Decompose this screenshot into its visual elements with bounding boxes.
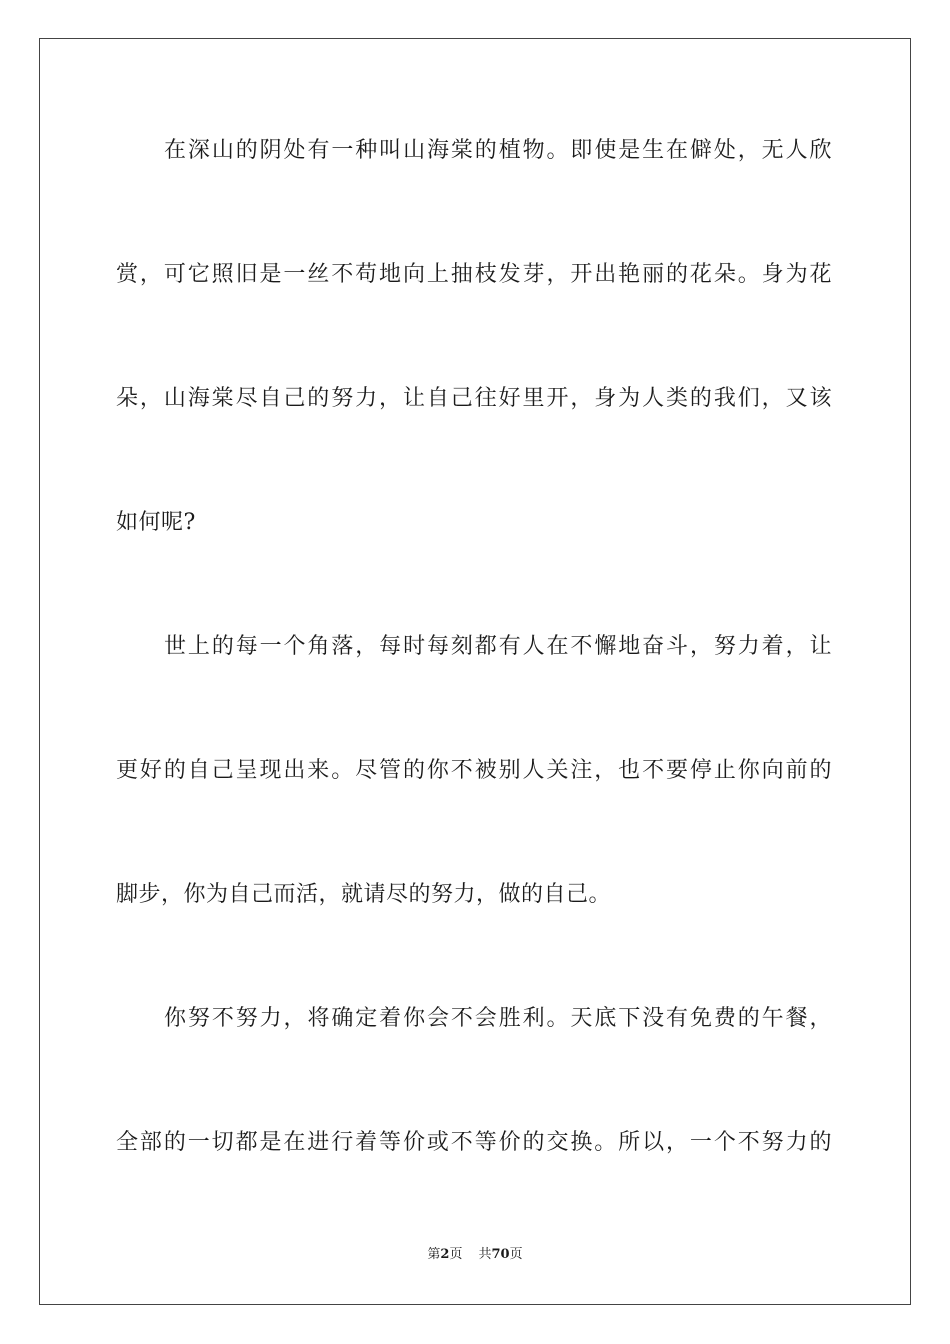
paragraph-line: 如何呢? [116,510,196,535]
paragraph-line: 世上的每一个角落，每时每刻都有人在不懈地奋斗，努力着，让 [164,634,832,659]
paragraph-line: 全部的一切都是在进行着等价或不等价的交换。所以，一个不努力的 [116,1130,832,1155]
page-footer [0,1246,950,1264]
page-prefix: 第 [427,1247,441,1262]
paragraph-line: 更好的自己呈现出来。尽管的你不被别人关注，也不要停止你向前的 [116,758,832,783]
total-suffix: 页 [509,1247,523,1262]
page-number: 2 [440,1247,450,1262]
paragraph-line: 你努不努力，将确定着你会不会胜利。天底下没有免费的午餐， [164,1006,832,1031]
total-pages: 70 [491,1247,510,1262]
paragraph-line: 朵，山海棠尽自己的努力，让自己往好里开，身为人类的我们，又该 [116,386,832,411]
page-frame [39,38,911,1305]
total-prefix: 共 [478,1247,492,1262]
paragraph-line: 在深山的阴处有一种叫山海棠的植物。即使是生在僻处，无人欣 [164,138,832,163]
paragraph-line: 赏，可它照旧是一丝不苟地向上抽枝发芽，开出艳丽的花朵。身为花 [116,262,832,287]
page-suffix: 页 [449,1247,463,1262]
paragraph-line: 脚步，你为自己而活，就请尽的努力，做的自己。 [116,882,612,907]
